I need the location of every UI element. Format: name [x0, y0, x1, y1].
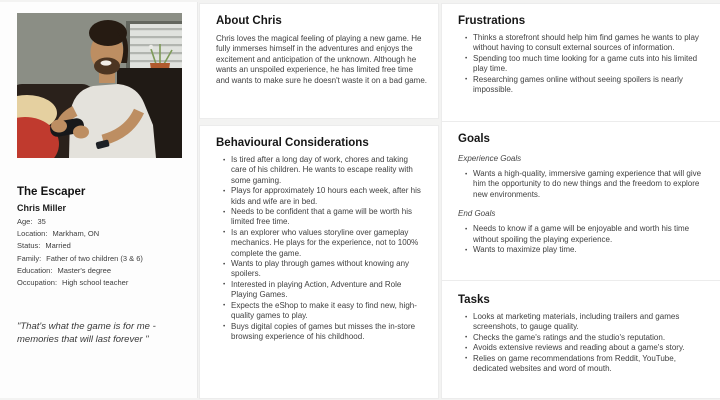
- list-item: • Interested in playing Action, Adventure and Role Playing Games.: [223, 280, 425, 301]
- detail-value: Master's degree: [57, 265, 111, 275]
- list-item: • Buys digital copies of games but misses the in-store browsing experience of his childhood.: [223, 322, 425, 343]
- flower: [149, 45, 153, 49]
- detail-label: Location:: [17, 229, 48, 239]
- about-body: Chris loves the magical feeling of playing a new game. He fully immerses himself in the adventures and enjoys the excitement and anticipation of the unknown. Although he wants an unspoiled experience, he has limited free time and wants to make sure he doesn't waste it on a bad game.: [216, 34, 427, 85]
- detail-value: Father of two children (3 & 6): [46, 253, 143, 263]
- section-title-tasks: Tasks: [458, 294, 490, 306]
- section-title-frustrations: Frustrations: [458, 15, 526, 27]
- persona-smile: [101, 60, 112, 65]
- hand-right: [73, 126, 89, 139]
- hand-left: [51, 120, 67, 133]
- detail-row-family: [17, 253, 143, 265]
- detail-value: 35: [37, 217, 46, 226]
- goals-subtitle-end: End Goals: [458, 209, 496, 219]
- list-item: • Wants to maximize play time.: [465, 245, 708, 255]
- detail-value: Married: [45, 241, 71, 251]
- section-title-about: About Chris: [216, 15, 282, 27]
- goals-subtitle-experience: Experience Goals: [458, 154, 522, 163]
- persona-name: Chris Miller: [17, 203, 67, 214]
- persona-photo-illustration: [17, 13, 182, 158]
- persona-quote: "That's what the game is for me - memories that will last forever ": [17, 320, 156, 345]
- tasks-list: [442, 306, 720, 374]
- section-title-behavioural: Behavioural Considerations: [216, 137, 369, 149]
- list-item: • Is an explorer who values storyline over gameplay mechanics. He plays for the experience, not to 100% complete the game.: [223, 228, 425, 259]
- list-item: • Wants a high-quality, immersive gaming experience that will give him the opportunity to do new things and the freedom to explore new environments.: [465, 169, 708, 200]
- list-item: • Plays for approximately 10 hours each week, after his kids and wife are in bed.: [223, 186, 425, 207]
- list-item: • Wants to play through games without knowing any spoilers.: [223, 259, 425, 280]
- detail-row-education: [17, 265, 143, 277]
- persona-photo: [17, 13, 182, 158]
- section-goals: [441, 121, 720, 282]
- detail-label: Age:: [17, 217, 33, 226]
- section-frustrations: [441, 3, 720, 123]
- sidebar: [0, 2, 198, 398]
- list-item: • Avoids extensive reviews and reading about a game's story.: [465, 343, 708, 353]
- list-item: • Is tired after a long day of work, chores and taking care of his children. He wants to escape reality with some gaming.: [223, 155, 425, 186]
- section-about: [199, 3, 439, 119]
- list-item: • Checks the game's ratings and the studio's reputation.: [465, 333, 708, 343]
- section-tasks: [441, 280, 720, 399]
- section-behavioural-considerations: [199, 125, 439, 399]
- list-item: • Thinks a storefront should help him find games he wants to play without having to consult external sources of information.: [465, 33, 708, 54]
- detail-row-age: [17, 216, 143, 228]
- detail-value: High school teacher: [62, 278, 129, 288]
- detail-row-location: [17, 228, 143, 240]
- detail-label: Status:: [17, 241, 41, 251]
- detail-label: Family:: [17, 253, 42, 263]
- persona-details: [17, 216, 143, 289]
- detail-row-status: [17, 240, 143, 252]
- detail-label: Occupation:: [17, 278, 58, 288]
- list-item: • Needs to be confident that a game will be worth his limited free time.: [223, 207, 425, 228]
- section-title-goals: Goals: [458, 133, 490, 145]
- persona-beard: [94, 58, 120, 75]
- frustrations-list: [442, 27, 720, 95]
- list-item: • Relies on game recommendations from Reddit, YouTube, dedicated websites and word of mouth.: [465, 354, 708, 375]
- detail-value: Markham, ON: [52, 229, 100, 239]
- end-goals-list: [442, 218, 720, 255]
- list-item: • Spending too much time looking for a game cuts into his limited play time.: [465, 54, 708, 75]
- list-item: • Looks at marketing materials, including trailers and games screenshots, to gauge quality.: [465, 312, 708, 333]
- experience-goals-list: [442, 163, 720, 200]
- detail-label: Education:: [17, 265, 53, 275]
- list-item: • Expects the eShop to make it easy to find new, high-quality games to play.: [223, 301, 425, 322]
- list-item: • Needs to know if a game will be enjoyable and worth his time without spoiling the playing experience.: [465, 224, 708, 245]
- detail-row-occupation: [17, 277, 143, 289]
- behavioural-list: [200, 149, 438, 342]
- list-item: • Researching games online without seeing spoilers is nearly impossible.: [465, 75, 708, 96]
- persona-archetype: The Escaper: [17, 185, 86, 198]
